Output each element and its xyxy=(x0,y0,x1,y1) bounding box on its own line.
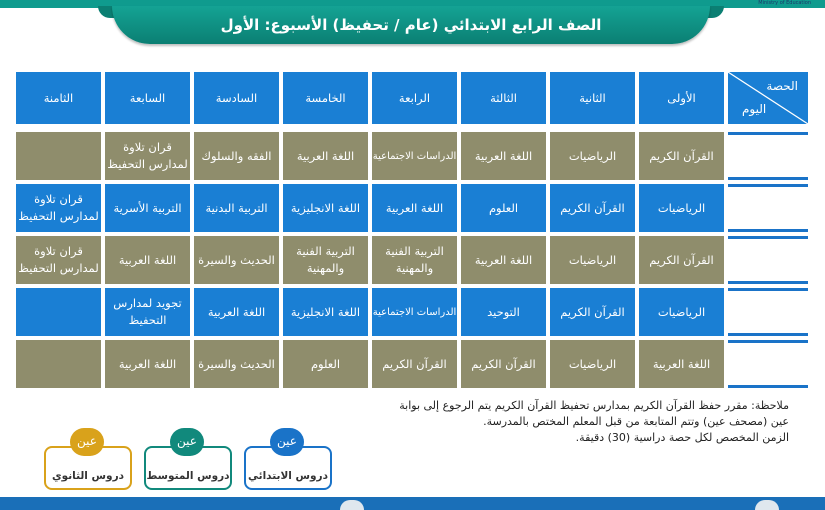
day-label: الإثنيــن xyxy=(728,184,808,232)
page-title: الصف الرابع الابتدائي (عام / تحفيظ) الأسبوع: الأول xyxy=(220,16,602,34)
subject-cell: الدراسات الاجتماعية xyxy=(372,288,457,336)
subject-cell: اللغة العربية xyxy=(639,340,724,388)
period-header: السابعة xyxy=(105,72,190,124)
subject-cell: قران تلاوة لمدارس التحفيظ xyxy=(16,184,101,232)
day-row-tuesday xyxy=(16,236,808,284)
subject-cell xyxy=(16,132,101,180)
subject-cell: التربية الأسرية xyxy=(105,184,190,232)
secondary-lessons-badge[interactable] xyxy=(44,428,132,488)
subject-cell: التربية البدنية xyxy=(194,184,279,232)
subject-cell: العلوم xyxy=(283,340,368,388)
subject-cell: اللغة العربية xyxy=(105,236,190,284)
note-line: عين (مصحف عين) وتتم المتابعة من قبل المعلم المختص بالمدرسة. xyxy=(483,415,789,428)
subject-cell: الرياضيات xyxy=(550,236,635,284)
subject-cell: القرآن الكريم xyxy=(639,132,724,180)
period-header: الثامنة xyxy=(16,72,101,124)
subject-cell: القرآن الكريم xyxy=(550,184,635,232)
subject-cell: الرياضيات xyxy=(639,184,724,232)
corner-day-label: اليوم xyxy=(742,102,767,116)
footer-icon xyxy=(340,500,364,510)
subject-cell: التربية الفنية والمهنية xyxy=(283,236,368,284)
subject-cell: التوحيد xyxy=(461,288,546,336)
subject-cell: الفقه والسلوك xyxy=(194,132,279,180)
title-banner xyxy=(112,6,710,44)
header-row xyxy=(16,72,808,124)
subject-cell: التربية الفنية والمهنية xyxy=(372,236,457,284)
subject-cell: تجويد لمدارس التحفيظ xyxy=(105,288,190,336)
day-row-monday xyxy=(16,184,808,232)
ein-logo-icon: عين xyxy=(70,428,104,456)
day-label: الأحـــد xyxy=(728,132,808,180)
subject-cell: القرآن الكريم xyxy=(461,340,546,388)
day-label: الثـلاثـاء xyxy=(728,236,808,284)
subject-cell: القرآن الكريم xyxy=(372,340,457,388)
subject-cell: الرياضيات xyxy=(639,288,724,336)
period-header: الثانية xyxy=(550,72,635,124)
period-header: الثالثة xyxy=(461,72,546,124)
primary-lessons-badge[interactable] xyxy=(244,428,332,488)
subject-cell: الرياضيات xyxy=(550,340,635,388)
subject-cell: القرآن الكريم xyxy=(550,288,635,336)
badge-label: دروس الابتدائي xyxy=(248,470,328,482)
intermediate-lessons-badge[interactable] xyxy=(144,428,232,488)
ein-logo-icon: عين xyxy=(270,428,304,456)
subject-cell: اللغة الانجليزية xyxy=(283,288,368,336)
badge-label: دروس الثانوي xyxy=(51,470,125,482)
subject-cell: اللغة العربية xyxy=(194,288,279,336)
subject-cell: اللغة العربية xyxy=(461,132,546,180)
ministry-logo-text: Ministry of Education xyxy=(758,0,811,6)
corner-cell xyxy=(728,72,808,124)
subject-cell: اللغة العربية xyxy=(372,184,457,232)
period-header: الرابعة xyxy=(372,72,457,124)
subject-cell: قران تلاوة لمدارس التحفيظ xyxy=(105,132,190,180)
day-row-thursday xyxy=(16,340,808,388)
period-header: الخامسة xyxy=(283,72,368,124)
note-line: ملاحظة: مقرر حفظ القرآن الكريم بمدارس تحفيظ القرآن الكريم يتم الرجوع إلى بوابة xyxy=(399,399,789,412)
lesson-links xyxy=(44,428,334,488)
day-label: الأربعـاء xyxy=(728,288,808,336)
note-line: الزمن المخصص لكل حصة دراسية (30) دقيقة. xyxy=(575,431,789,444)
subject-cell: الحديث والسيرة xyxy=(194,236,279,284)
subject-cell: القرآن الكريم xyxy=(639,236,724,284)
day-label: الخميس xyxy=(728,340,808,388)
day-row-wednesday xyxy=(16,288,808,336)
subject-cell: قران تلاوة لمدارس التحفيظ xyxy=(16,236,101,284)
subject-cell: الرياضيات xyxy=(550,132,635,180)
period-header: السادسة xyxy=(194,72,279,124)
subject-cell: اللغة العربية xyxy=(283,132,368,180)
subject-cell: اللغة العربية xyxy=(105,340,190,388)
subject-cell: الدراسات الاجتماعية xyxy=(372,132,457,180)
badge-label: دروس المتوسط xyxy=(146,470,230,482)
subject-cell: الحديث والسيرة xyxy=(194,340,279,388)
subject-cell xyxy=(16,340,101,388)
corner-period-label: الحصة xyxy=(766,79,798,93)
subject-cell: اللغة العربية xyxy=(461,236,546,284)
day-row-sunday xyxy=(16,132,808,180)
schedule-table xyxy=(12,72,812,388)
subject-cell: العلوم xyxy=(461,184,546,232)
subject-cell: اللغة الانجليزية xyxy=(283,184,368,232)
subject-cell xyxy=(16,288,101,336)
period-header: الأولى xyxy=(639,72,724,124)
ein-logo-icon: عين xyxy=(170,428,204,456)
bottom-bar xyxy=(0,497,825,510)
footer-icon xyxy=(755,500,779,510)
